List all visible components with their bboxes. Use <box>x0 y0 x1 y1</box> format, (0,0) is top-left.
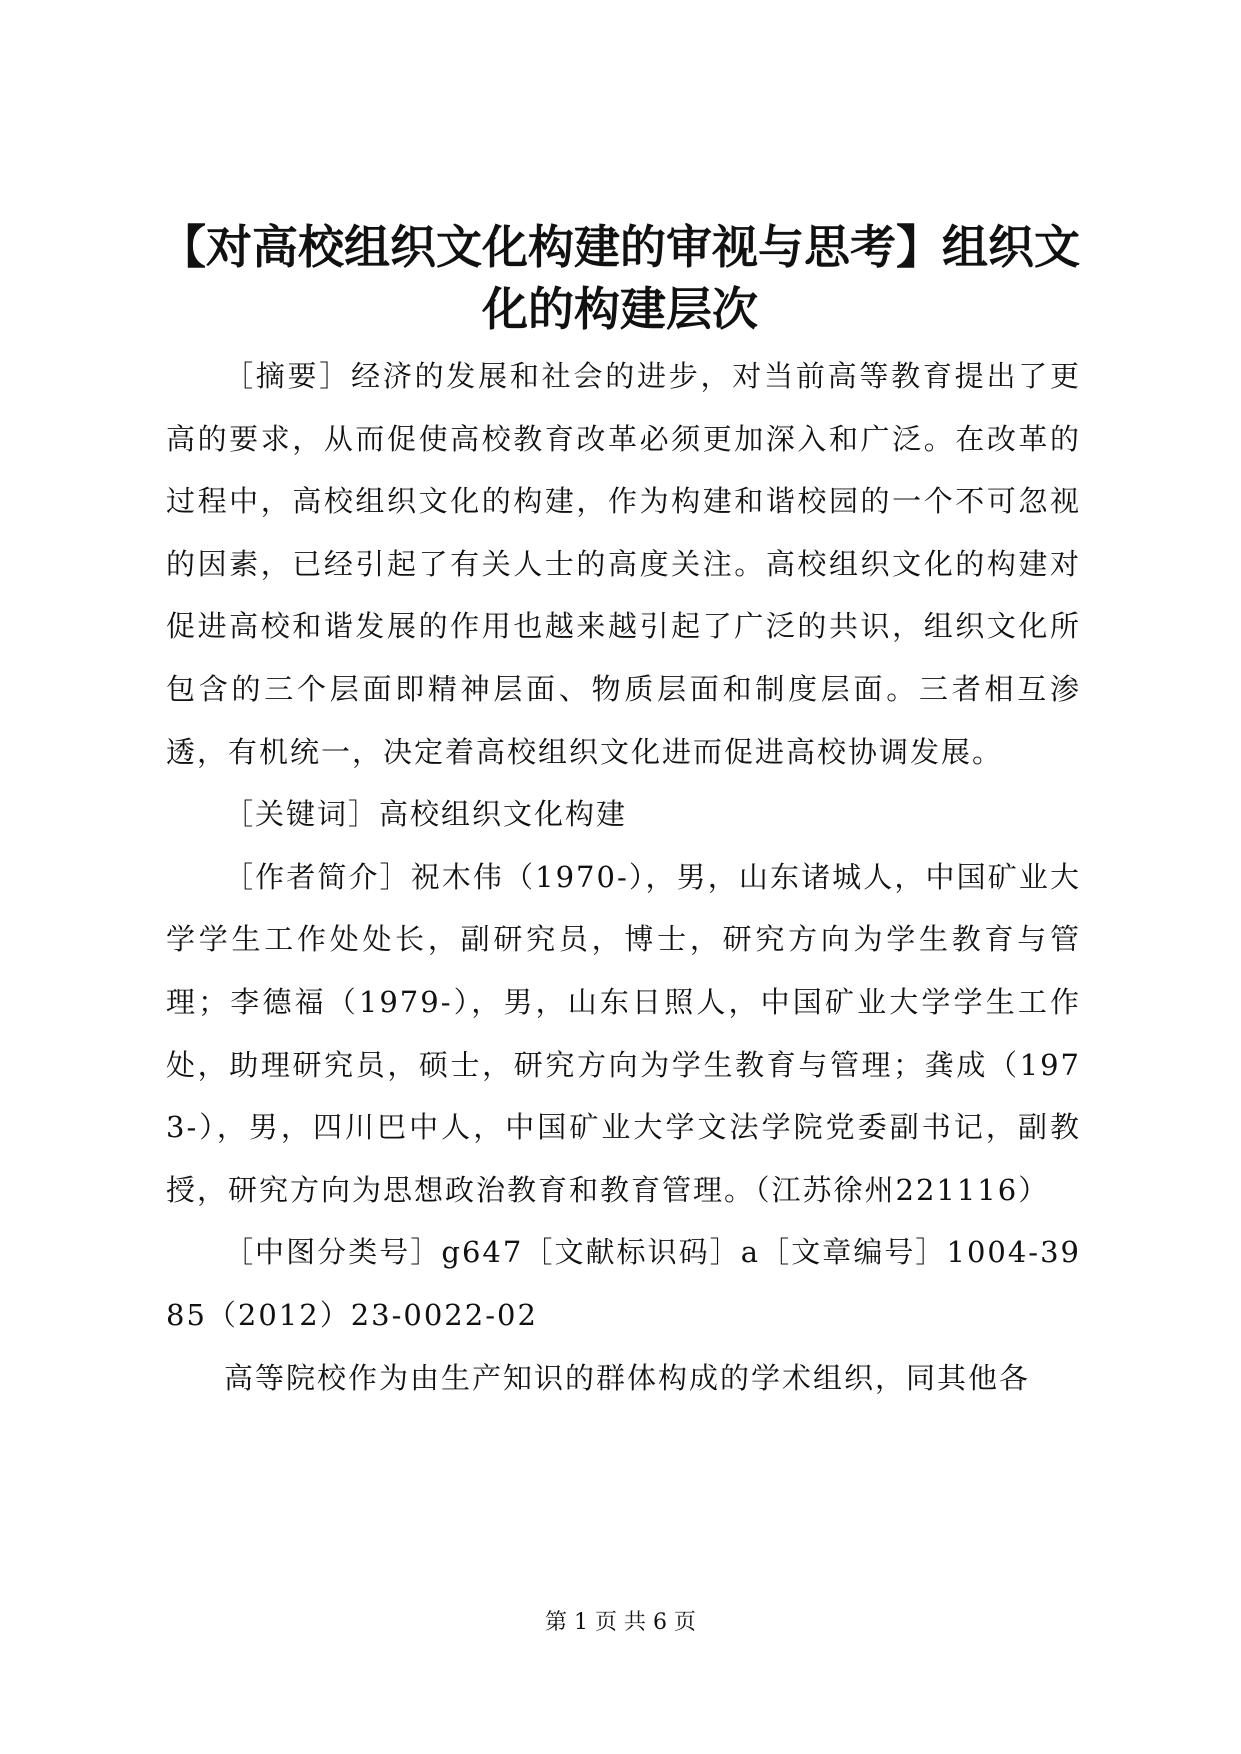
document-body <box>166 345 1081 1409</box>
keywords-paragraph: ［关键词］高校组织文化构建 <box>224 797 628 832</box>
body-paragraph: 高等院校作为由生产知识的群体构成的学术组织，同其他各 <box>224 1360 1031 1395</box>
author-info-paragraph: ［作者简介］祝木伟（1970-），男，山东诸城人，中国矿业大学学生工作处处长，副研究员，博士，研究方向为学生教育与管理；李德福（1979-），男，山东日照人，中国矿业大学学生工作处，助理研究员，硕士，研究方向为学生教育与管理；龚成（1973-），男，四川巴中人，中国矿业大学文法学院党委副书记，副教授，研究方向为思想政治教育和教育管理。（江苏徐州221116） <box>166 859 1081 1207</box>
abstract-paragraph: ［摘要］经济的发展和社会的进步，对当前高等教育提出了更高的要求，从而促使高校教育改革必须更加深入和广泛。在改革的过程中，高校组织文化的构建，作为构建和谐校园的一个不可忽视的因素，已经引起了有关人士的高度关注。高校组织文化的构建对促进高校和谐发展的作用也越来越引起了广泛的共识，组织文化所包含的三个层面即精神层面、物质层面和制度层面。三者相互渗透，有机统一，决定着高校组织文化进而促进高校协调发展。 <box>166 359 1081 769</box>
classification-paragraph: ［中图分类号］g647［文献标识码］a［文章编号］1004-3985（2012）23-0022-02 <box>166 1235 1081 1332</box>
document-title: 【对高校组织文化构建的审视与思考】组织文化的构建层次 <box>160 220 1080 336</box>
page-number-footer: 第 1 页 共 6 页 <box>545 1610 696 1635</box>
